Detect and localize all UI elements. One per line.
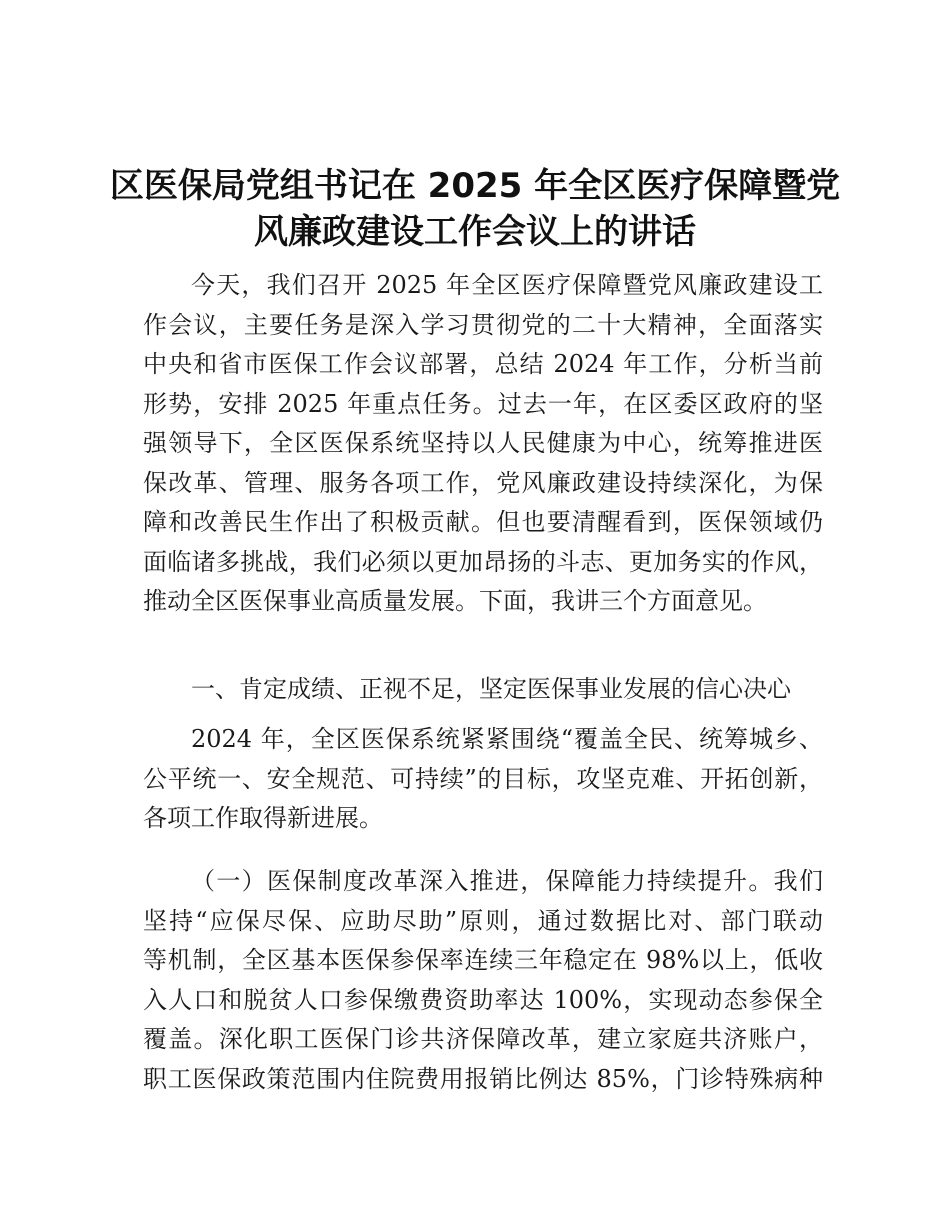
text-line: 障和改善民生作出了积极贡献。但也要清醒看到，医保领域仍 [143, 508, 823, 536]
text-line: 公平统一、安全规范、可持续”的目标，攻坚克难、开拓创新， [143, 764, 823, 793]
text-line: 面临诸多挑战，我们必须以更加昂扬的斗志、更加务实的作风， [143, 547, 823, 576]
title-line: 区医保局党组书记在 2025 年全区医疗保障暨党 [109, 166, 841, 206]
text-line: （一）医保制度改革深入推进，保障能力持续提升。我们 [191, 867, 823, 895]
title-line: 风廉政建设工作会议上的讲话 [254, 212, 696, 252]
section-heading-1 [143, 670, 823, 710]
text-line: 强领导下，全区医保系统坚持以人民健康为中心，统筹推进医 [143, 429, 823, 457]
text-line: 保改革、管理、服务各项工作，党风廉政建设持续深化，为保 [143, 468, 823, 497]
text-line: 入人口和脱贫人口参保缴费资助率达 100%，实现动态参保全 [143, 985, 823, 1014]
text-line: 2024 年，全区医保系统紧紧围绕“覆盖全民、统筹城乡、 [191, 725, 823, 753]
text-line: 覆盖。深化职工医保门诊共济保障改革，建立家庭共济账户， [143, 1025, 823, 1053]
text-line: 形势，安排 2025 年重点任务。过去一年，在区委区政府的坚 [143, 389, 823, 418]
text-line: 今天，我们召开 2025 年全区医疗保障暨党风廉政建设工 [191, 271, 823, 299]
text-line: 等机制，全区基本医保参保率连续三年稳定在 98%以上，低收 [143, 946, 823, 974]
paragraph-section-1-1 [143, 862, 823, 1099]
text-line: 作会议，主要任务是深入学习贯彻党的二十大精神，全面落实 [143, 310, 823, 339]
heading-line: 一、肯定成绩、正视不足，坚定医保事业发展的信心决心 [191, 675, 791, 703]
document-title [60, 163, 890, 255]
text-line: 推动全区医保事业高质量发展。下面，我讲三个方面意见。 [143, 587, 767, 615]
paragraph-intro [143, 266, 823, 622]
text-line: 各项工作取得新进展。 [143, 804, 383, 832]
paragraph-summary-2024 [143, 720, 823, 839]
text-line: 坚持“应保尽保、应助尽助”原则，通过数据比对、部门联动 [143, 906, 823, 935]
text-line: 中央和省市医保工作会议部署，总结 2024 年工作，分析当前 [143, 350, 823, 378]
text-line: 职工医保政策范围内住院费用报销比例达 85%，门诊特殊病种 [143, 1064, 823, 1093]
